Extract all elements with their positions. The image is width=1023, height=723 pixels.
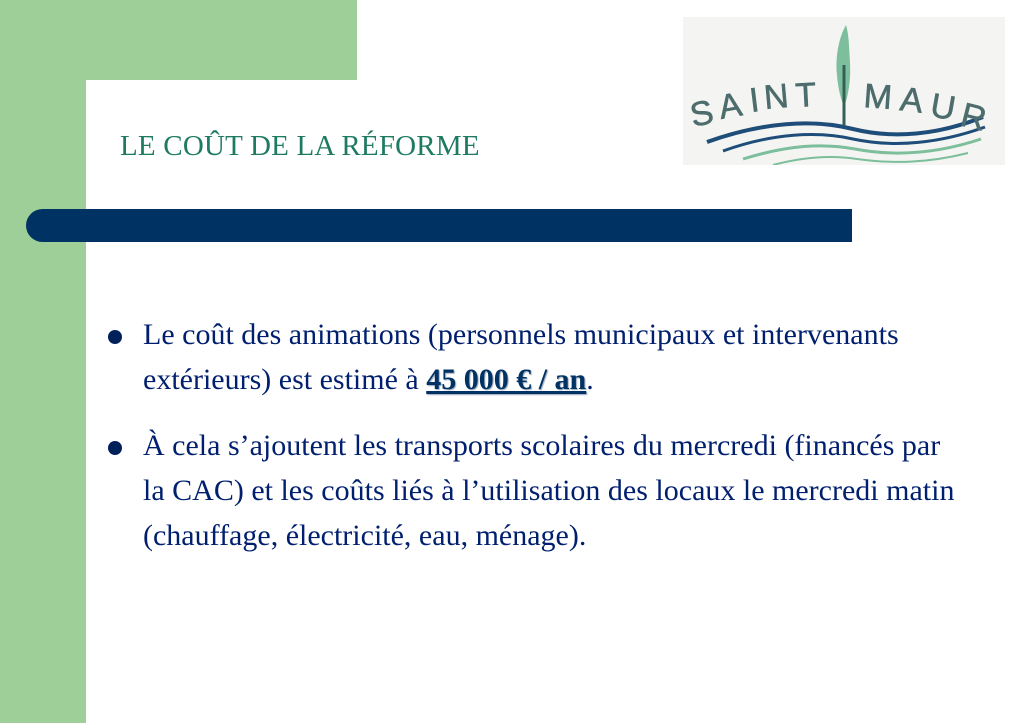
svg-text:A: A (898, 80, 926, 121)
svg-text:N: N (762, 76, 791, 117)
svg-text:A: A (715, 85, 745, 127)
saint-maur-logo (683, 17, 1005, 165)
bullet-dot-icon (108, 441, 122, 455)
bullet-item-transport (108, 423, 958, 558)
tree-on-river-logo-icon (683, 17, 1005, 165)
svg-text:U: U (927, 86, 959, 129)
bullet-item-cost (108, 312, 958, 402)
cost-amount: 45 000 € / an (426, 363, 587, 396)
svg-text:R: R (957, 95, 991, 139)
bullet-text: Le coût des animations (personnels municipaux et intervenants extérieurs) est estimé à (143, 318, 899, 396)
slide-title: LE COÛT DE LA RÉFORME (120, 130, 480, 162)
bullet-dot-icon (108, 330, 122, 344)
svg-text:M: M (862, 77, 894, 117)
svg-text:S: S (686, 92, 717, 135)
svg-text:I: I (747, 81, 762, 120)
svg-text:T: T (794, 75, 818, 115)
bullet-list (108, 312, 958, 579)
bullet-text-end: . (586, 363, 594, 396)
bullet-text: À cela s’ajoutent les transports scolaires du mercredi (financés par la CAC) et les coûts liés à l’utilisation des locaux le mercredi matin (chauffage, électricité, eau, ménage). (143, 429, 955, 552)
green-side-band (0, 0, 86, 723)
green-top-band (0, 0, 357, 80)
title-divider-bar (26, 209, 852, 242)
